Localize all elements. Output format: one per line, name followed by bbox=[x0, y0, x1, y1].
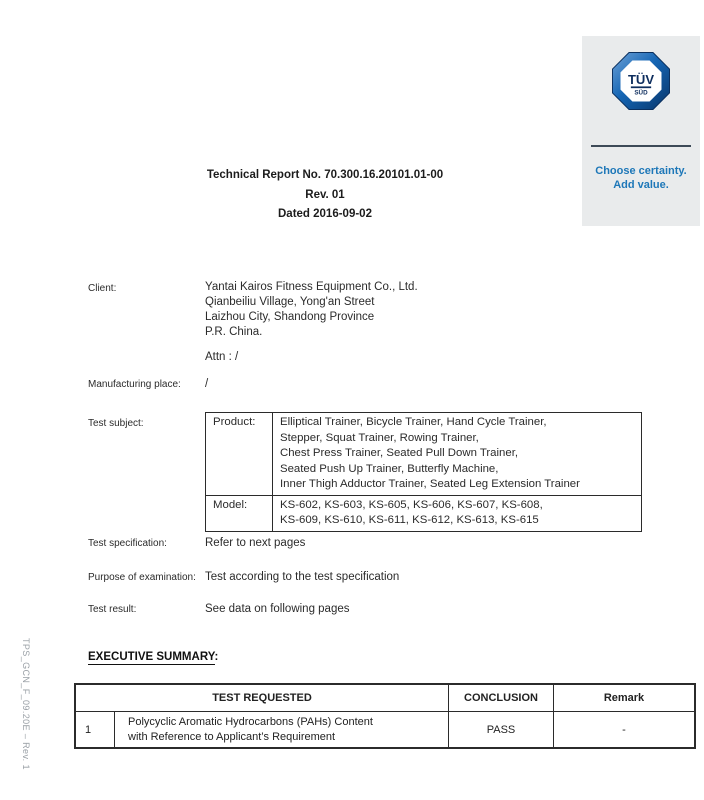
client-label: Client: bbox=[88, 283, 117, 294]
test-result-label: Test result: bbox=[88, 604, 137, 615]
model-label-cell: Model: bbox=[206, 495, 273, 531]
exec-header-remark: Remark bbox=[554, 684, 696, 712]
report-date: Dated 2016-09-02 bbox=[278, 208, 372, 220]
client-attn: Attn : / bbox=[205, 351, 239, 363]
tuv-octagon-icon bbox=[612, 52, 670, 110]
report-title: Technical Report No. 70.300.16.20101.01-00 bbox=[206, 169, 444, 181]
purpose-of-examination-label: Purpose of examination: bbox=[88, 572, 196, 583]
test-subject-table bbox=[205, 412, 642, 532]
exec-row-test-requested bbox=[115, 712, 449, 749]
exec-row-conclusion: PASS bbox=[449, 712, 554, 749]
client-name: Yantai Kairos Fitness Equipment Co., Ltd. bbox=[205, 281, 418, 293]
client-address bbox=[205, 280, 418, 340]
brand-tagline bbox=[595, 164, 687, 192]
executive-summary-heading-text: EXECUTIVE SUMMARY bbox=[88, 651, 215, 663]
client-address-line3: P.R. China. bbox=[205, 326, 263, 338]
tagline-line1: Choose certainty. bbox=[595, 165, 687, 177]
product-line: Chest Press Trainer, Seated Pull Down Trainer, bbox=[280, 447, 519, 459]
test-specification-value: Refer to next pages bbox=[205, 537, 306, 549]
client-address-line1: Qianbeiliu Village, Yong'an Street bbox=[205, 296, 375, 308]
test-result-value: See data on following pages bbox=[205, 603, 350, 615]
logo-tuv-text: TÜV bbox=[627, 71, 655, 87]
executive-summary-heading-colon: : bbox=[214, 651, 219, 663]
exec-row-remark: - bbox=[554, 712, 696, 749]
report-title-block bbox=[90, 166, 560, 225]
test-specification-label: Test specification: bbox=[88, 538, 167, 549]
exec-row-test-line1: Polycyclic Aromatic Hydrocarbons (PAHs) Content bbox=[128, 716, 373, 728]
product-line: Inner Thigh Adductor Trainer, Seated Leg Extension Trainer bbox=[280, 478, 580, 490]
product-value-cell bbox=[273, 413, 642, 496]
model-line: KS-602, KS-603, KS-605, KS-606, KS-607, KS-608, bbox=[280, 498, 543, 511]
product-line: Seated Push Up Trainer, Butterfly Machine, bbox=[280, 462, 499, 475]
tagline-line2: Add value. bbox=[613, 179, 669, 191]
exec-header-conclusion: CONCLUSION bbox=[449, 684, 554, 712]
report-revision: Rev. 01 bbox=[305, 188, 345, 201]
manufacturing-place-value: / bbox=[205, 378, 209, 390]
exec-row-number: 1 bbox=[75, 712, 115, 749]
tuv-brand-panel bbox=[582, 36, 700, 226]
form-code-vertical-text: TPS_GCN_F_09.20E – Rev. 1 bbox=[21, 638, 31, 770]
exec-table-header-row bbox=[75, 684, 695, 712]
product-row bbox=[206, 413, 642, 496]
product-line: Elliptical Trainer, Bicycle Trainer, Hand Cycle Trainer, bbox=[280, 416, 547, 428]
exec-table-row bbox=[75, 712, 695, 749]
exec-row-test-line2: with Reference to Applicant’s Requirement bbox=[128, 730, 336, 743]
client-address-line2: Laizhou City, Shandong Province bbox=[205, 311, 375, 323]
model-value-cell bbox=[273, 495, 642, 531]
tuv-sud-logo-icon bbox=[612, 52, 670, 115]
product-label-cell: Product: bbox=[206, 413, 273, 496]
exec-header-test-requested: TEST REQUESTED bbox=[75, 684, 449, 712]
product-line: Stepper, Squat Trainer, Rowing Trainer, bbox=[280, 431, 479, 444]
manufacturing-place-label: Manufacturing place: bbox=[88, 379, 181, 390]
executive-summary-heading bbox=[88, 651, 218, 663]
model-line: KS-609, KS-610, KS-611, KS-612, KS-613, KS-615 bbox=[280, 514, 539, 526]
test-subject-label: Test subject: bbox=[88, 418, 144, 429]
brand-divider bbox=[591, 145, 691, 147]
logo-sud-text: SÜD bbox=[634, 89, 648, 97]
executive-summary-table bbox=[74, 683, 696, 749]
model-row bbox=[206, 495, 642, 531]
purpose-of-examination-value: Test according to the test specification bbox=[205, 571, 400, 583]
